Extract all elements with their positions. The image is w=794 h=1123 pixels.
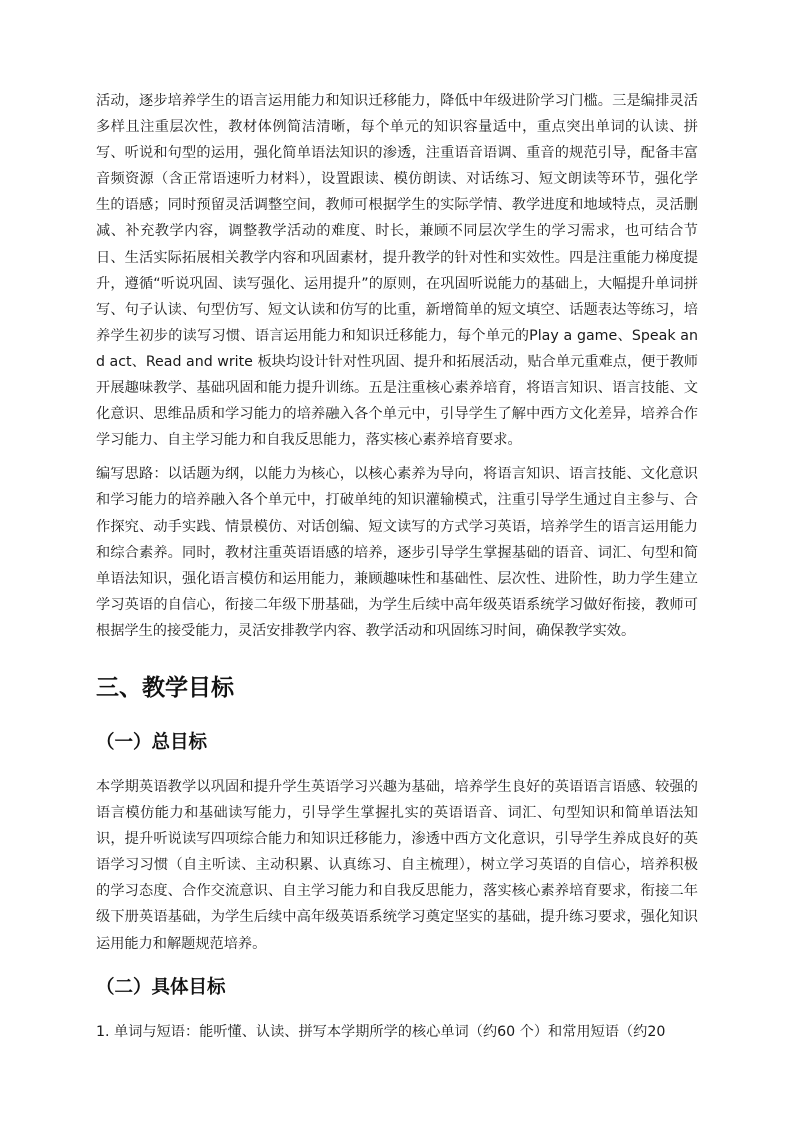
list-item-words-and-phrases: 1. 单词与短语：能听懂、认读、拼写本学期所学的核心单词（约60 个）和常用短语（约20: [96, 1023, 666, 1040]
section-heading-teaching-goals: 三、教学目标: [96, 674, 234, 701]
body-paragraph-textbook-features: 活动，逐步培养学生的语言运用能力和知识迁移能力，降低中年级进阶学习门槛。三是编排灵活多样且注重层次性，教材体例简洁清晰，每个单元的知识容量适中，重点突出单词的认读、拼写、听说和句型的运用，强化简单语法知识的渗透，注重语音语调、重音的规范引导，配备丰富音频资源（含正常语速听力材料），设置跟读、模仿朗读、对话练习、短文朗读等环节，强化学生的语感；同时预留灵活调整空间，教师可根据学生的实际学情、教学进度和地域特点，灵活删减、补充教学内容，调整教学活动的难度、时长，兼顾不同层次学生的学习需求，也可结合节日、生活实际拓展相关教学内容和巩固素材，提升教学的针对性和实效性。四是注重能力梯度提升，遵循“听说巩固、读写强化、运用提升”的原则，在巩固听说能力的基础上，大幅提升单词拼写、句子认读、句型仿写、短文认读和仿写的比重，新增简单的短文填空、话题表达等练习，培养学生初步的读写习惯、语言运用能力和知识迁移能力，每个单元的Play a game、Speak and act、Read and write 板块均设计针对性巩固、提升和拓展活动，贴合单元重难点，便于教师开展趣味教学、基础巩固和能力提升训练。五是注重核心素养培育，将语言知识、语言技能、文化意识、思维品质和学习能力的培养融入各个单元中，引导学生了解中西方文化差异，培养合作学习能力、自主学习能力和自我反思能力，落实核心素养培育要求。: [96, 93, 698, 449]
body-paragraph-writing-approach: 编写思路：以话题为纲，以能力为核心，以核心素养为导向，将语言知识、语言技能、文化意识和学习能力的培养融入各个单元中，打破单纯的知识灌输模式，注重引导学生通过自主参与、合作探究、动手实践、情景模仿、对话创编、短文读写的方式学习英语，培养学生的语言运用能力和综合素养。同时，教材注重英语语感的培养，逐步引导学生掌握基础的语音、词汇、句型和简单语法知识，强化语言模仿和运用能力，兼顾趣味性和基础性、层次性、进阶性，助力学生建立学习英语的自信心，衔接二年级下册基础，为学生后续中高年级英语系统学习做好衔接，教师可根据学生的接受能力，灵活安排教学内容、教学活动和巩固练习时间，确保教学实效。: [96, 466, 698, 639]
subsection-heading-specific-goals: （二）具体目标: [96, 976, 226, 998]
body-paragraph-overall-goal: 本学期英语教学以巩固和提升学生英语学习兴趣为基础，培养学生良好的英语语言语感、较强的语言模仿能力和基础读写能力，引导学生掌握扎实的英语语音、词汇、句型知识和简单语法知识，提升听说读写四项综合能力和知识迁移能力，渗透中西方文化意识，引导学生养成良好的英语学习习惯（自主听读、主动积累、认真练习、自主梳理），树立学习英语的自信心，培养积极的学习态度、合作交流意识、自主学习能力和自我反思能力，落实核心素养培育要求，衔接二年级下册英语基础，为学生后续中高年级英语系统学习奠定坚实的基础，提升练习要求，强化知识运用能力和解题规范培养。: [96, 778, 698, 952]
subsection-heading-overall-goal: （一）总目标: [96, 731, 208, 753]
